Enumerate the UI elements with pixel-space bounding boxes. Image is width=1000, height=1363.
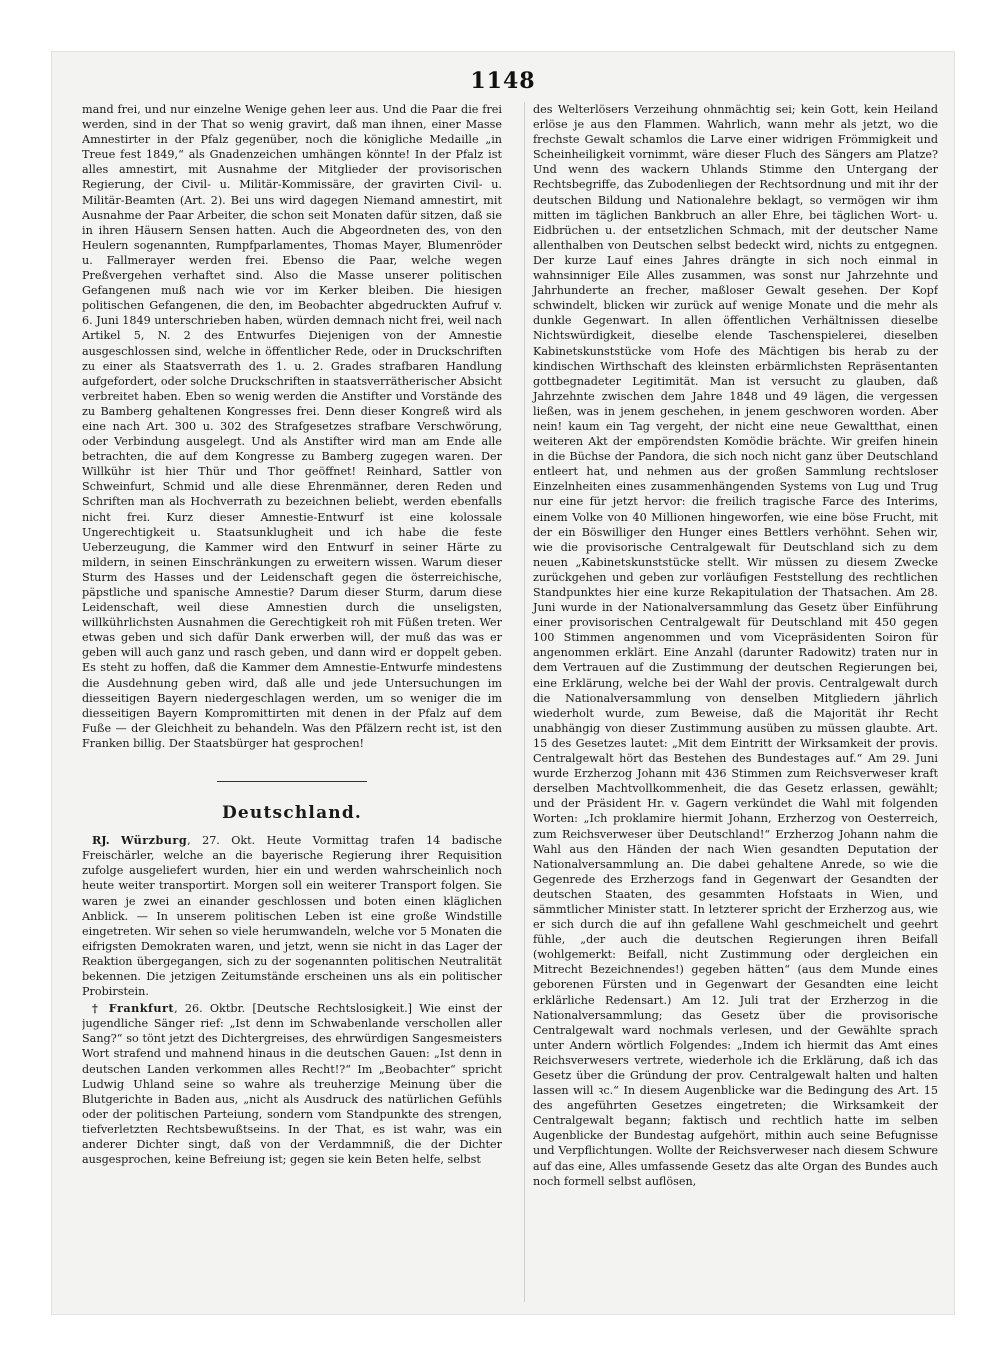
- page-number: 1148: [470, 68, 536, 94]
- article-paragraph: des Welterlösers Verzeihung ohnmächtig sei; kein Gott, kein Heiland erlöse je aus den Flammen. Wahrlich, wann mehr als jetzt, wo die frechste Gewalt schamlos die Larve einer widrigen Frömmigkeit und Scheinheiligkeit vornimmt, wäre dieser Fluch des Sängers am Platze? Und wenn des wackern Uhlands Stimme den Untergang der Rechtsbegriffe, das Zubodenliegen der Rechtsordnung und mit ihr der deutschen Bildung und Nationalehre beklagt, so vermögen wir ihm mitten im täglichen Bankbruch an aller Ehre, bei täglichen Wort- u. Eidbrüchen u. der entsetzlichen Schmach, mit der deutscher Name allenthalben von Deutschen selbst bedeckt wird, nichts zu entgegnen. Der kurze Lauf eines Jahres drängte in sich noch einmal in wahnsinniger Eile Alles zusammen, was sonst nur Jahrzehnte und Jahrhunderte an frecher, maßloser Gewalt gesehen. Der Kopf schwindelt, blicken wir zurück auf wenige Monate und die mehr als dunkle Gegenwart. In allen öffentlichen Verhältnissen dieselbe Nichtswürdigkeit, dieselbe elende Taschenspielerei, dieselben Kabinetskunststücke vom Hofe des Mächtigen bis herab zu der kindischen Wirthschaft des kleinsten erbärmlichsten Repräsentanten gottbegnadeter Legitimität. Man ist versucht zu glauben, daß Jahrzehnte zwischen dem Jahre 1848 und 49 lägen, die vergessen ließen, was in jenem geschehen, in jenem geschworen worden. Aber nein! kaum ein Tag vergeht, der nicht eine neue Gewaltthat, einen weiteren Akt der empörendsten Komödie brächte. Wir greifen hinein in die Büchse der Pandora, die sich noch nicht ganz über Deutschland entleert hat, und nehmen aus der großen Sammlung rechtsloser Einzelnheiten eines zusammenhängenden Systems von Lug und Trug nur eine für jetzt hervor: die freilich tragische Farce des Interims, einem Volke von 40 Millionen hingeworfen, wie eine böse Frucht, mit der ein Böswilliger den Hunger eines Bettlers verhöhnt. Sehen wir, wie die provisorische Centralgewalt für Deutschland sich zu dem neuen „Kabinetskunststücke stellt. Wir müssen zu diesem Zwecke zurückgehen und geben zur vorläufigen Feststellung des rechtlichen Standpunktes hier eine kurze Rekapitulation der Thatsachen. Am 28. Juni wurde in der Nationalversammlung das Gesetz über Einführung einer provisorischen Centralgewalt für Deutschland mit 450 gegen 100 Stimmen angenommen und vom Vicepräsidenten Soiron für angenommen erklärt. Eine Anzahl (darunter Radowitz) traten nur in dem Vertrauen auf die Zustimmung der deutschen Regierungen bei, eine Erklärung, welche bei der Wahl der provis. Centralgewalt durch die Nationalversammlung von denselben Mitgliedern jährlich wiederholt wurde, zum Beweise, daß die Majorität ihr Recht unabhängig von dieser Zustimmung ausüben zu müssen glaubte. Art. 15 des Gesetzes lautet: „Mit dem Eintritt der Wirksamkeit der provis. Centralgewalt hört das Bestehen des Bundestages auf.“ Am 29. Juni wurde Erzherzog Johann mit 436 Stimmen zum Reichsverweser kraft derselben Machtvollkommenheit, die das Gesetz erlassen, gewählt; und der Präsident Hr. v. Gagern verkündet die Wahl mit folgenden Worten: „Ich proklamire hiermit Johann, Erzherzog von Oesterreich, zum Reichsverweser über Deutschland!“ Erzherzog Johann nahm die Wahl aus den Händen der nach Wien gesandten Deputation der Nationalversammlung an. Die dabei gehaltene Anrede, so wie die Gegenrede des Erzherzogs fand in Gegenwart der Gesandten der deutschen Staaten, des gesammten Hofstaats in Wien, und sämmtlicher Minister statt. In letzterer spricht der Erzherzog aus, wie er sich durch die auf ihn gefallene Wahl geschmeichelt und geehrt fühle, „der auch die deutschen Regierungen ihren Beifall (wohlgemerkt: Beifall, nicht Zustimmung oder dergleichen ein Mitrecht Bezeichnendes!) gegeben hätten“ (aus dem Munde eines geborenen Fürsten und in Gegenwart der Gesandten eine leicht erklärliche Redensart.) Am 12. Juli trat der Erzherzog in die Nationalversammlung; das Gesetz über die provisorische Centralgewalt ward nochmals verlesen, und der Gewählte sprach unter Andern wörtlich Folgendes: „Indem ich hiermit das Amt eines Reichsverwesers vertrete, wiederhole ich die Erklärung, daß ich das Gesetz über die Gründung der prov. Centralgewalt halten und halten lassen will ꝛc.“ In diesem Augenblicke war die Bedingung des Art. 15 des angeführten Gesetzes eingetreten; die Wirksamkeit der Centralgewalt begann; faktisch und rechtlich hatte im selben Augenblicke der Bundestag aufgehört, mithin auch seine Befugnisse und Verpflichtungen. Wollte der Reichsverweser nach diesem Schwure auf das eine, Alles umfassende Gesetz das alte Organ des Bundes auch noch formell selbst auflösen,: [533, 103, 938, 1188]
- article-paragraph: mand frei, und nur einzelne Wenige gehen leer aus. Und die Paar die frei werden, sind in der That so wenig gravirt, daß man ihnen, einer Masse Amnestirter in der Pfalz gegenüber, noch die königliche Medaille „in Treue fest 1849,“ als Gnadenzeichen umhängen könnte! In der Pfalz ist alles amnestirt, mit Ausnahme der Mitglieder der provisorischen Regierung, der Civil- u. Militär-Kommissäre, der gravirten Civil- u. Militär-Beamten (Art. 2). Bei uns wird dagegen Niemand amnestirt, mit Ausnahme der Paar Arbeiter, die schon seit Monaten dafür sitzen, daß sie in ihren Häusern Sensen hatten. Auch die Abgeordneten des, von den Heulern sogenannten, Rumpfparlamentes, Thomas Mayer, Blumenröder u. Fallmerayer werden frei. Ebenso die Paar, welche wegen Preßvergehen verhaftet sind. Also die Masse unserer politischen Gefangenen muß nach wie vor im Kerker bleiben. Die hiesigen politischen Gefangenen, die den, im Beobachter abgedruckten Aufruf v. 6. Juni 1849 unterschrieben haben, würden demnach nicht frei, weil nach Artikel 5, N. 2 des Entwurfes Diejenigen von der Amnestie ausgeschlossen sind, welche in öffentlicher Rede, oder in Druckschriften zu einer als Staatsverrath des 1. u. 2. Grades strafbaren Handlung aufgefordert, oder solche Druckschriften in staatsverrätherischer Absicht verbreitet haben. Eben so wenig werden die Anstifter und Vorstände des zu Bamberg gehaltenen Kongresses frei. Denn dieser Kongreß wird als eine nach Art. 300 u. 302 des Strafgesetzes strafbare Verschwörung, oder Verbindung ausgelegt. Und als Anstifter wird man am Ende alle betrachten, die auf dem Kongresse zu Bamberg zugegen waren. Der Willkühr ist hier Thür und Thor geöffnet! Reinhard, Sattler von Schweinfurt, Schmid und alle diese Ehrenmänner, deren Reden und Schriften man als Hochverrath zu bezeichnen beliebt, werden ebenfalls nicht frei. Kurz dieser Amnestie-Entwurf ist eine kolossale Ungerechtigkeit u. Staatsunklugheit und ich habe die feste Ueberzeugung, die Kammer wird den Entwurf in seiner Härte zu mildern, in seinen Einschränkungen zu erweitern wissen. Warum dieser Sturm des Hasses und der Leidenschaft gegen die österreichische, päpstliche und spanische Amnestie? Darum dieser Sturm, darum diese Leidenschaft, weil diese Amnestien durch die unseligsten, willkührlichsten Ausnahmen die Gerechtigkeit roh mit Füßen treten. Wer etwas geben und sich dafür Dank erwerben will, der muß das was er geben will auch ganz und rasch geben, und dann wird er doppelt geben. Es steht zu hoffen, daß die Kammer dem Amnestie-Entwurfe mindestens die Ausdehnung geben wird, daß alle und jede Untersuchungen im diesseitigen Bayern niedergeschlagen werden, um so weniger die im diesseitigen Bayern Kompromittirten mit denen in der Pfalz auf dem Fuße — der Gleichheit zu behandeln. Was den Pfälzern recht ist, ist den Franken billig. Der Staatsbürger hat gesprochen!: [82, 103, 502, 750]
- dispatch-date: , 27. Okt.: [187, 834, 256, 848]
- right-column: [524, 102, 938, 1302]
- dispatch-frankfurt: [82, 1001, 502, 1167]
- dispatch-place: Frankfurt: [108, 1001, 175, 1016]
- section-heading: Deutschland.: [221, 803, 363, 824]
- section-divider: [217, 781, 367, 782]
- dispatch-mark: †: [92, 1001, 102, 1016]
- dispatch-wuerzburg: [82, 833, 502, 999]
- dispatch-place: Würzburg: [120, 833, 188, 848]
- dispatch-date: , 26. Oktbr.: [174, 1002, 246, 1016]
- dispatch-text: Heute Vormittag trafen 14 badische Freischärler, welche an die bayerische Regierung ihrer Requisition zufolge ausgeliefert wurden, hier ein und werden wahrscheinlich noch heute weiter transportirt. Morgen soll ein weiterer Transport folgen. Sie waren je zwei an einander geschlossen und boten einen kläglichen Anblick. — In unserem politischen Leben ist eine große Windstille eingetreten. Wir sehen so viele herumwandeln, welche vor 5 Monaten die eifrigsten Demokraten waren, und jetzt, wenn sie nicht in das Lager der Reaktion übergegangen, sich zu der sogenannten politischen Neutralität bekennen. Die jetzigen Zeitumstände erscheinen uns als ein politischer Probirstein.: [82, 834, 502, 999]
- left-column: [82, 102, 502, 1302]
- dispatch-text: [Deutsche Rechtslosigkeit.] Wie einst der jugendliche Sänger rief: „Ist denn im Schwabenlande verschollen aller Sang?“ so tönt jetzt des Dichtergreises, des ehrwürdigen Sangesmeisters Wort strafend und mahnend hinaus in die deutschen Gauen: „Ist denn in deutschen Landen verkommen alles Recht!?“ Im „Beobachter“ spricht Ludwig Uhland seine so wahre als treuherzige Meinung über die Blutgerichte in Baden aus, „nicht als Ausdruck des natürlichen Gefühls oder der politischen Parteiung, sondern vom Standpunkte des strengen, tiefverletzten Rechtsbewußtseins. In der That, es ist wahr, was ein anderer Dichter singt, daß von der Verdammniß, die der Dichter ausgesprochen, keine Befreiung ist; gegen sie kein Beten helfe, selbst: [82, 1002, 502, 1167]
- newspaper-page: [52, 52, 954, 1314]
- dispatch-mark: RJ.: [92, 833, 110, 848]
